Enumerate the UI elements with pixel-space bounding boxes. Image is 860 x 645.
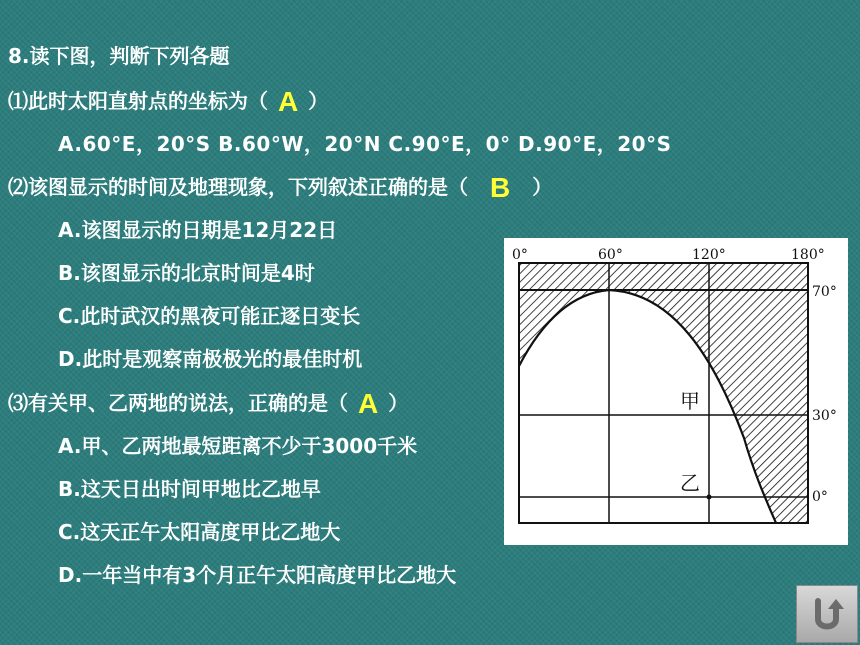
lon-label: 60° bbox=[598, 247, 623, 263]
q3-option: C.这天正午太阳高度甲比乙地大 bbox=[58, 520, 341, 544]
q3-prefix: ⑶有关甲、乙两地的说法，正确的是（ bbox=[8, 391, 348, 415]
q1-answer: A bbox=[278, 86, 299, 117]
q1-suffix: ） bbox=[308, 89, 329, 113]
q2-option: B.该图显示的北京时间是4时 bbox=[58, 261, 315, 285]
q3-option: B.这天日出时间甲地比乙地早 bbox=[58, 477, 321, 501]
night-area bbox=[519, 263, 808, 523]
lat-label: 30° bbox=[812, 408, 837, 424]
place-jia-label: 甲 bbox=[680, 389, 700, 413]
lat-label: 0° bbox=[812, 489, 828, 505]
lat-label: 70° bbox=[812, 284, 837, 300]
q2-option: D.此时是观察南极极光的最佳时机 bbox=[58, 347, 363, 371]
lon-label: 180° bbox=[791, 247, 825, 263]
lon-label: 120° bbox=[692, 247, 726, 263]
q2-answer: B bbox=[490, 172, 511, 203]
q2-option: C.此时武汉的黑夜可能正逐日变长 bbox=[58, 304, 361, 328]
question-title: 8.读下图，判断下列各题 bbox=[8, 44, 230, 68]
q3-option: D.一年当中有3个月正午太阳高度甲比乙地大 bbox=[58, 563, 457, 587]
q3-answer: A bbox=[358, 388, 379, 419]
return-button[interactable] bbox=[796, 585, 858, 643]
day-night-map-figure bbox=[504, 238, 848, 545]
q3-stem bbox=[8, 390, 408, 417]
q2-option: A.该图显示的日期是12月22日 bbox=[58, 218, 338, 242]
place-yi-label: 乙 bbox=[680, 471, 700, 495]
lon-label: 0° bbox=[512, 247, 528, 263]
q3-option: A.甲、乙两地最短距离不少于3000千米 bbox=[58, 434, 418, 458]
q1-options: A.60°E，20°S B.60°W，20°N C.90°E，0° D.90°E，20°S bbox=[58, 132, 672, 156]
q1-stem bbox=[8, 88, 328, 115]
q2-suffix: ） bbox=[532, 175, 553, 199]
q2-stem bbox=[8, 174, 552, 201]
return-u-turn-icon bbox=[808, 595, 846, 633]
place-yi-dot bbox=[707, 495, 712, 500]
q3-suffix: ） bbox=[388, 391, 409, 415]
q1-prefix: ⑴此时太阳直射点的坐标为（ bbox=[8, 89, 268, 113]
day-night-map bbox=[504, 238, 848, 545]
q2-prefix: ⑵该图显示的时间及地理现象，下列叙述正确的是（ bbox=[8, 175, 468, 199]
